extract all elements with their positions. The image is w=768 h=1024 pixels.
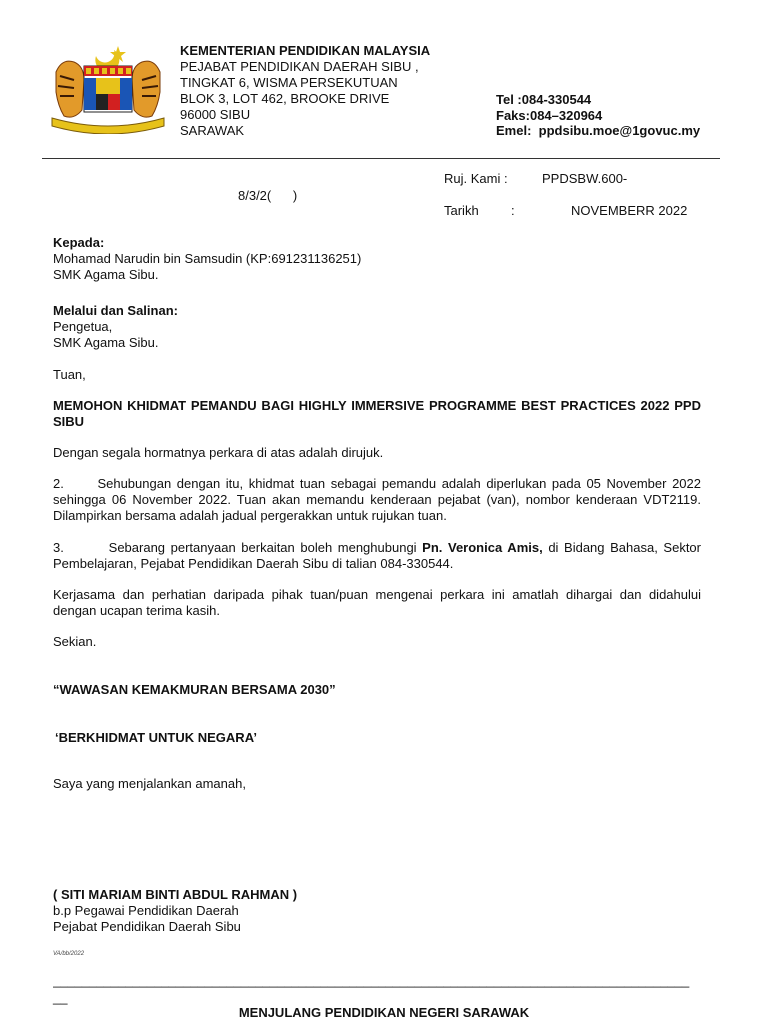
address-line-4: 96000 SIBU <box>180 107 251 122</box>
ministry-name: KEMENTERIAN PENDIDIKAN MALAYSIA <box>180 43 431 58</box>
footer-rule: ________________________________________________________________________________________ <box>53 973 690 988</box>
telephone: Tel :084-330544 <box>496 92 592 107</box>
coat-of-arms-logo <box>48 42 168 134</box>
sign-intro: Saya yang menjalankan amanah, <box>53 776 246 791</box>
motto-wawasan: “WAWASAN KEMAKMURAN BERSAMA 2030” <box>53 682 336 697</box>
recipient-label: Kepada: <box>53 235 105 250</box>
signatory-office: Pejabat Pendidikan Daerah Sibu <box>53 919 241 934</box>
motto-berkhidmat: ‘BERKHIDMAT UNTUK NEGARA’ <box>55 730 257 745</box>
ref-value: PPDSBW.600- <box>542 171 628 186</box>
address-line-3: BLOK 3, LOT 462, BROOKE DRIVE <box>180 91 390 106</box>
ref-continuation: 8/3/2( ) <box>238 188 298 203</box>
file-reference: VA/bb/2022 <box>53 951 85 957</box>
via-line-2: SMK Agama Sibu. <box>53 335 159 350</box>
paragraph-3-prefix: 3. Sebarang pertanyaan berkaitan boleh menghubungi <box>53 540 423 555</box>
footer-rule-tail: __ <box>53 990 68 1005</box>
via-line-1: Pengetua, <box>53 319 113 334</box>
paragraph-3-suffix: di Bidang Bahasa, Sektor Pembelajaran, Pejabat Pendidikan Daerah Sibu di talian 084-330544. <box>53 540 701 571</box>
signatory-name: ( SITI MARIAM BINTI ABDUL RAHMAN ) <box>53 887 298 902</box>
email-address[interactable]: ppdsibu.moe@1govuc.my <box>538 123 701 138</box>
salutation: Tuan, <box>53 367 86 382</box>
signatory-block <box>53 887 701 935</box>
via-label: Melalui dan Salinan: <box>53 303 178 318</box>
date-value: NOVEMBERR 2022 <box>571 203 688 218</box>
closing: Sekian. <box>53 634 97 649</box>
via-block <box>53 303 701 351</box>
date-label: Tarikh <box>444 203 479 218</box>
recipient-name: Mohamad Narudin bin Samsudin (KP:691231136251) <box>53 251 362 266</box>
letterhead-contact <box>496 92 700 139</box>
letterhead-address <box>180 43 430 139</box>
malaysia-coat-of-arms-icon <box>48 42 168 134</box>
paragraph-2: 2. Sehubungan dengan itu, khidmat tuan sebagai pemandu adalah diperlukan pada 05 November 2022 sehingga 06 November 2022. Tuan akan memandu kenderaan pejabat (van), nombor kenderaan VDT2119. Dilampirkan bersama adalah jadual pergerakkan untuk rujukan tuan. <box>53 476 705 523</box>
opening-paragraph: Dengan segala hormatnya perkara di atas adalah dirujuk. <box>53 445 384 460</box>
ref-label: Ruj. Kami : <box>444 171 508 186</box>
paragraph-3 <box>53 540 701 572</box>
paragraph-4: Kerjasama dan perhatian daripada pihak tuan/puan mengenai perkara ini amatlah dihargai dan didahului dengan ucapan terima kasih. <box>53 587 701 618</box>
date-colon: : <box>511 203 515 218</box>
signatory-title: b.p Pegawai Pendidikan Daerah <box>53 903 239 918</box>
footer-slogan: MENJULANG PENDIDIKAN NEGERI SARAWAK <box>238 1005 530 1020</box>
address-line-2: TINGKAT 6, WISMA PERSEKUTUAN <box>180 75 398 90</box>
contact-person: Pn. Veronica Amis, <box>422 540 543 555</box>
subject-line: MEMOHON KHIDMAT PEMANDU BAGI HIGHLY IMMERSIVE PROGRAMME BEST PRACTICES 2022 PPD SIBU <box>53 398 701 429</box>
recipient-block <box>53 235 701 283</box>
fax: Faks:084–320964 <box>496 107 603 123</box>
header-divider <box>42 158 720 159</box>
recipient-school: SMK Agama Sibu. <box>53 267 159 282</box>
address-line-1: PEJABAT PENDIDIKAN DAERAH SIBU , <box>180 59 419 74</box>
address-line-5: SARAWAK <box>180 123 245 138</box>
email-row <box>496 123 700 139</box>
email-label: Emel: <box>496 123 532 138</box>
